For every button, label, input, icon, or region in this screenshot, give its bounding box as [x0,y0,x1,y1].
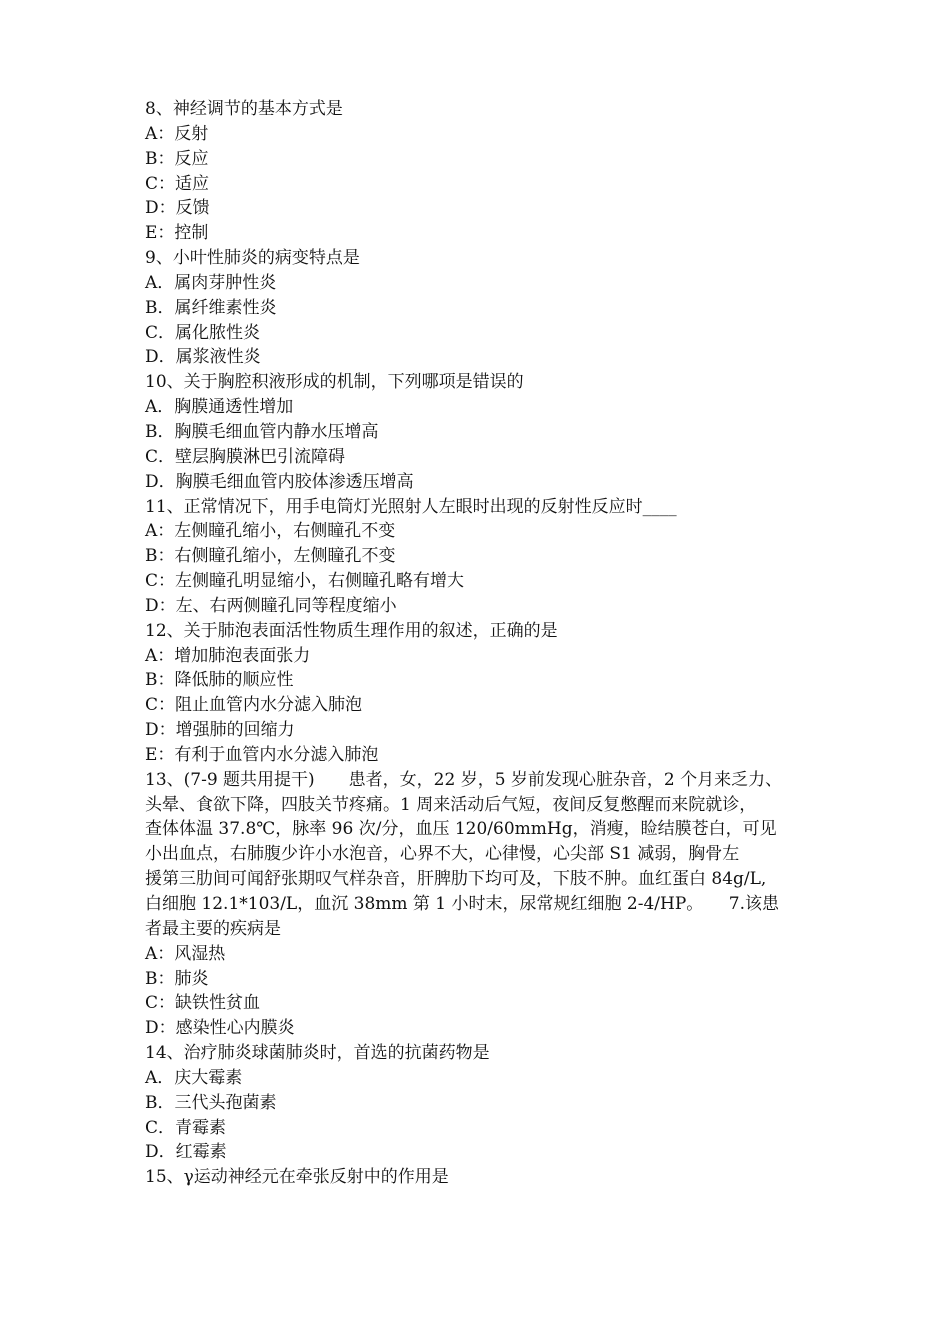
answer-option: A．庆大霉素 [145,1067,243,1088]
answer-option: D．胸膜毛细血管内胶体渗透压增高 [145,471,414,492]
answer-option: D：增强肺的回缩力 [145,720,295,741]
answer-option: B：肺炎 [145,968,209,989]
answer-option: B．胸膜毛细血管内静水压增高 [145,421,379,442]
question-stem: 9、小叶性肺炎的病变特点是 [145,248,360,269]
answer-option: C．青霉素 [145,1117,227,1138]
question-stem: 10、关于胸腔积液形成的机制，下列哪项是错误的 [145,372,524,393]
answer-option: D：左、右两侧瞳孔同等程度缩小 [145,595,397,616]
answer-option: B：反应 [145,148,209,169]
answer-option: A：风湿热 [145,943,226,964]
answer-option: A：反射 [145,123,209,144]
answer-option: E：控制 [145,223,209,244]
question-stem: 15、γ运动神经元在牵张反射中的作用是 [145,1167,449,1188]
question-stem: 8、神经调节的基本方式是 [145,99,343,119]
question-stem: 14、治疗肺炎球菌肺炎时，首选的抗菌药物是 [145,1043,490,1064]
answer-option: B：降低肺的顺应性 [145,670,294,691]
answer-option: B：右侧瞳孔缩小，左侧瞳孔不变 [145,546,396,567]
answer-option: D：反馈 [145,198,210,219]
answer-option: B．属纤维素性炎 [145,297,277,318]
answer-option: C．属化脓性炎 [145,322,261,343]
answer-option: A：增加肺泡表面张力 [145,645,311,666]
question-stem-line: 13、(7-9 题共用提干) 患者，女，22 岁，5 岁前发现心脏杂音，2 个月来乏力、 [145,769,783,790]
answer-option: C：缺铁性贫血 [145,993,261,1014]
question-stem-line: 者最主要的疾病是 [145,918,281,939]
question-stem-line: 查体体温 37.8℃，脉率 96 次/分，血压 120/60mmHg，消瘦，睑结膜苍白，可见 [145,819,777,840]
question-stem: 12、关于肺泡表面活性物质生理作用的叙述，正确的是 [145,620,558,641]
answer-option: B．三代头孢菌素 [145,1092,277,1113]
answer-option: C：阻止血管内水分滤入肺泡 [145,695,363,716]
answer-option: D：感染性心内膜炎 [145,1018,295,1039]
question-stem-line: 援第三肋间可闻舒张期叹气样杂音，肝脾肋下均可及，下肢不肿。血红蛋白 84g/L, [145,869,767,890]
question-stem-line: 头晕、食欲下降，四肢关节疼痛。1 周来活动后气短，夜间反复憋醒而来院就诊， [145,794,757,815]
answer-option: C．壁层胸膜淋巴引流障碍 [145,446,346,467]
document-body [145,97,810,1190]
question-stem-line: 小出血点，右肺腹少许小水泡音，心界不大，心律慢，心尖部 S1 减弱，胸骨左 [145,844,740,865]
answer-option: A．胸膜通透性增加 [145,397,294,418]
answer-option: D．红霉素 [145,1142,227,1163]
answer-option: E：有利于血管内水分滤入肺泡 [145,744,379,765]
answer-option: A：左侧瞳孔缩小，右侧瞳孔不变 [145,521,396,542]
question-stem: 11、正常情况下，用手电筒灯光照射人左眼时出现的反射性反应时____ [145,496,677,517]
answer-option: C：适应 [145,173,210,194]
answer-option: C：左侧瞳孔明显缩小，右侧瞳孔略有增大 [145,571,465,592]
answer-option: A．属肉芽肿性炎 [145,272,277,293]
answer-option: D．属浆液性炎 [145,347,261,368]
question-stem-line: 白细胞 12.1*103/L，血沉 38mm 第 1 小时末，尿常规红细胞 2-4/HP。 7.该患 [145,894,780,914]
